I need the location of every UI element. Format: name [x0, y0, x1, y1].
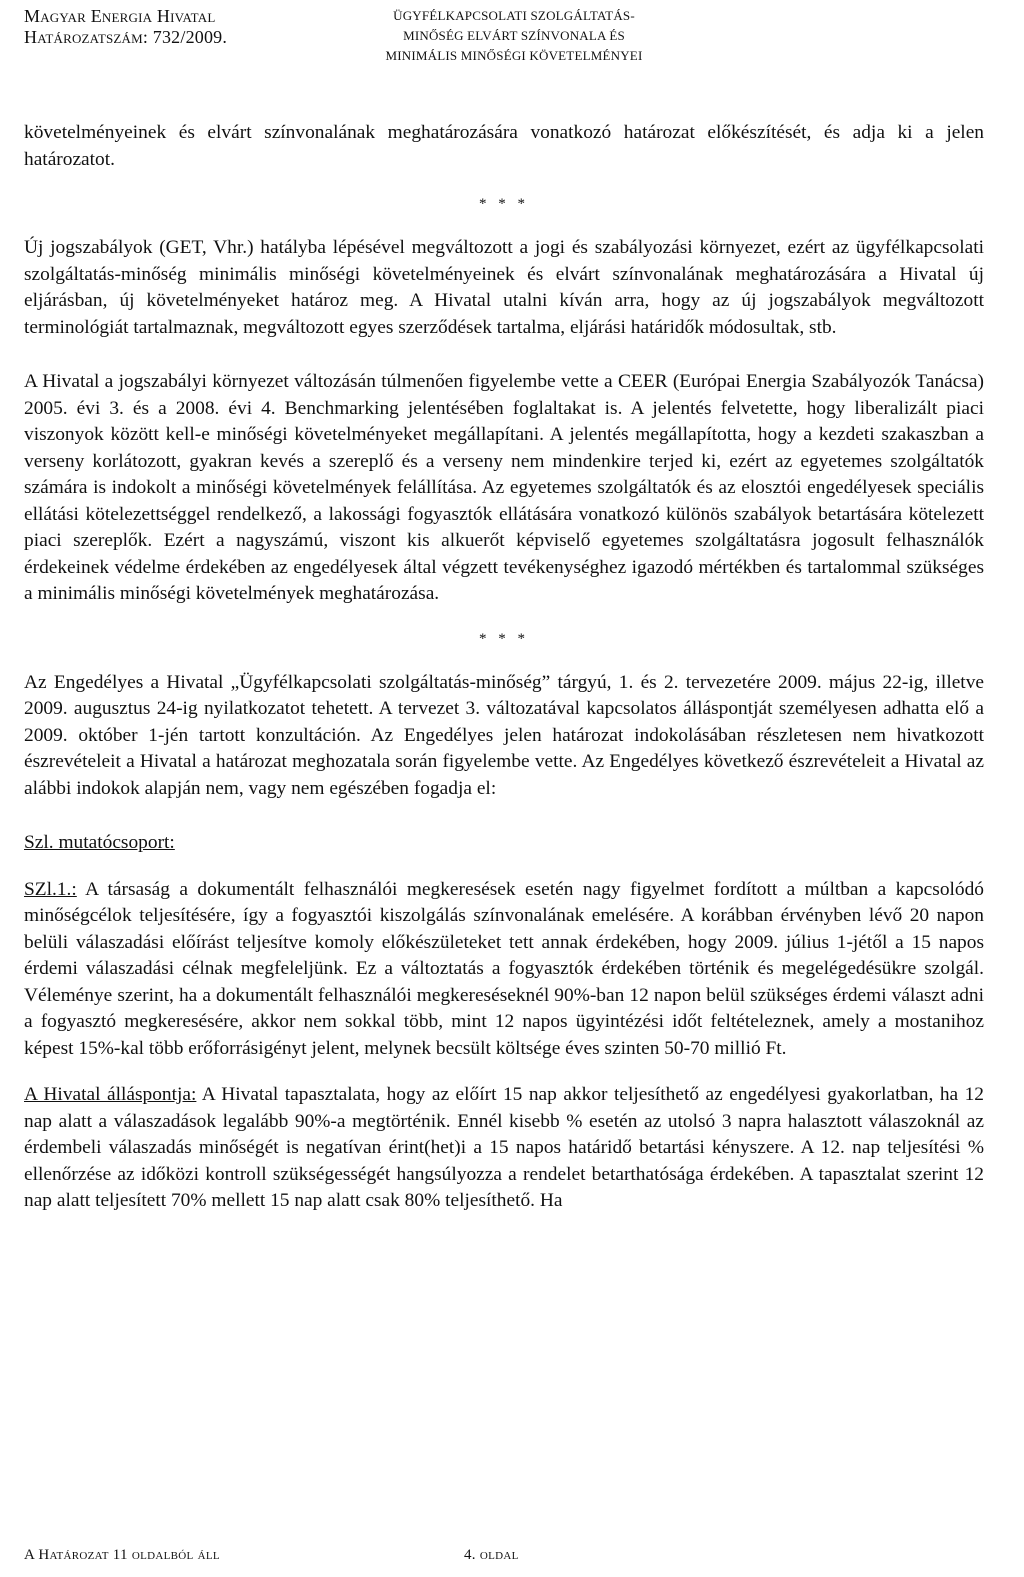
header-subject-line-2: MINŐSÉG ELVÁRT SZÍNVONALA ÉS	[403, 28, 625, 43]
document-page	[24, 0, 984, 1577]
header-issuer	[24, 6, 227, 48]
section-separator: * * *	[479, 196, 529, 212]
section-heading-text: Szl. mutatócsoport:	[24, 832, 175, 853]
paragraph-authority-position	[24, 1082, 984, 1215]
paragraph-ceer: A Hivatal a jogszabályi környezet változásán túlmenően figyelembe vette a CEER (Európai Energia Szabályozók Tanácsa) 2005. évi 3. és a 2008. évi 4. Benchmarking jelentésében foglaltakat is. A jelentés felvetette, hogy liberalizált piaci viszonyok között kell-e minőségi követelményeket megállapítani. A jelentés megállapította, hogy a kezdeti szakaszban a verseny korlátozott, gyakran kevés a szereplő és a verseny nem mindenkire terjed ki, ezért az egyetemes szolgáltatók számára is indokolt a minőségi követelmények felállítása. Az egyetemes szolgáltatók és az elosztói engedélyesek speciális ellátási kötelezettséggel rendelkező, a lakossági fogyasztók ellátására vonatkozó különös szabályok betartására kötelezett piaci szereplők. Ezért a nagyszámú, viszont kis alkuerőt képviselő egyetemes szolgáltatásra jogosult felhasználók érdekeinek védelme érdekében az engedélyesek által végzett tevékenységhez igazodó mértékben és tartalommal szükséges a minimális minőségi követelmények meghatározása.	[24, 371, 984, 604]
paragraph-szl-1-1	[24, 877, 984, 1063]
header-subject	[344, 6, 684, 66]
header-authority: Magyar Energia Hivatal	[24, 6, 216, 26]
item-label: SZl.1.:	[24, 878, 77, 900]
position-text: A Hivatal tapasztalata, hogy az előírt 15 nap akkor teljesíthető az engedélyesi gyakorlatban, ha 12 nap alatt a válaszadások legalább 90%-a megtörténik. Ennél kisebb % esetén az utolsó 3 napra halasztott válaszoknál az érdembeli válaszadás minőségét is negatívan érint(het)i a 15 napos határidő betartási kényszere. A 12. nap teljesítési % ellenőrzése az időközi kontroll szükségességét hangsúlyozza a rendelet betarthatósága érdekében. A tapasztalat szerint 12 nap alatt teljesített 70% mellett 15 nap alatt csak 80% teljesíthető. Ha	[24, 1084, 985, 1211]
item-text: A társaság a dokumentált felhasználói megkeresések esetén nagy figyelmet fordított a múltban a kapcsolódó minőségcélok teljesítésére, így a fogyasztói kiszolgálás színvonalának emelésére. A korábban érvényben lévő 20 napon belüli válaszadási előírást teljesítve komoly előkészületeket tett annak érdekében, hogy 2009. július 1-jétől a 15 napos érdemi válaszadási célnak megfeleljünk. Ez a változtatás a fogyasztók érdekében történik és megelégedésükre szolgál. Véleménye szerint, ha a dokumentált felhasználói megkereséseknél 90%-ban 12 napon belül szükséges érdemi választ adni a fogyasztó megkeresésére, akkor nem sokkal több, mint 12 napos ügyintézési időt feltételeznek, amely a mostanihoz képest 15%-kal több erőforrásigényt jelent, melynek becsült költsége éves szinten 50-70 millió Ft.	[24, 878, 984, 1059]
paragraph-new-laws: Új jogszabályok (GET, Vhr.) hatályba lépésével megváltozott a jogi és szabályozási környezet, ezért az ügyfélkapcsolati szolgáltatás-minőség minimális minőségi követelményeinek és elvárt színvonalának meghatározására a Hivatal új eljárásban, új követelményeket határoz meg. A Hivatal utalni kíván arra, hogy az új jogszabályok megváltozott terminológiát tartalmaznak, megváltozott egyes szerződések tartalma, eljárási határidők módosultak, stb.	[24, 237, 984, 338]
section-heading	[24, 830, 984, 857]
header-subject-line-1: ÜGYFÉLKAPCSOLATI SZOLGÁLTATÁS-	[393, 8, 635, 23]
footer-page-number: 4. oldal	[464, 1547, 519, 1563]
header-decision-number: Határozatszám: 732/2009.	[24, 27, 228, 47]
document-body	[24, 120, 984, 1215]
paragraph-intro: követelményeinek és elvárt színvonalának meghatározására vonatkozó határozat előkészítését, és adja ki a jelen határozatot.	[24, 122, 984, 170]
position-label: A Hivatal álláspontja:	[24, 1084, 197, 1105]
footer-page-count: A Határozat 11 oldalból áll	[24, 1547, 220, 1563]
header-subject-line-3: MINIMÁLIS MINŐSÉGI KÖVETELMÉNYEI	[385, 48, 643, 63]
section-separator: * * *	[479, 630, 529, 647]
paragraph-licensee-comments: Az Engedélyes a Hivatal „Ügyfélkapcsolati szolgáltatás-minőség” tárgyú, 1. és 2. tervezetére 2009. május 22-ig, illetve 2009. augusztus 24-ig nyilatkozatot tehetett. A tervezet 3. változatával kapcsolatos álláspontját személyesen adhatta elő a 2009. október 1-jén tartott konzultáción. Az Engedélyes jelen határozat indokolásában részletesen nem hivatkozott észrevételeit a Hivatal a határozat meghozatala során figyelembe vette. Az Engedélyes következő észrevételeit a Hivatal az alábbi indokok alapján nem, vagy nem egészében fogadja el:	[24, 671, 984, 799]
